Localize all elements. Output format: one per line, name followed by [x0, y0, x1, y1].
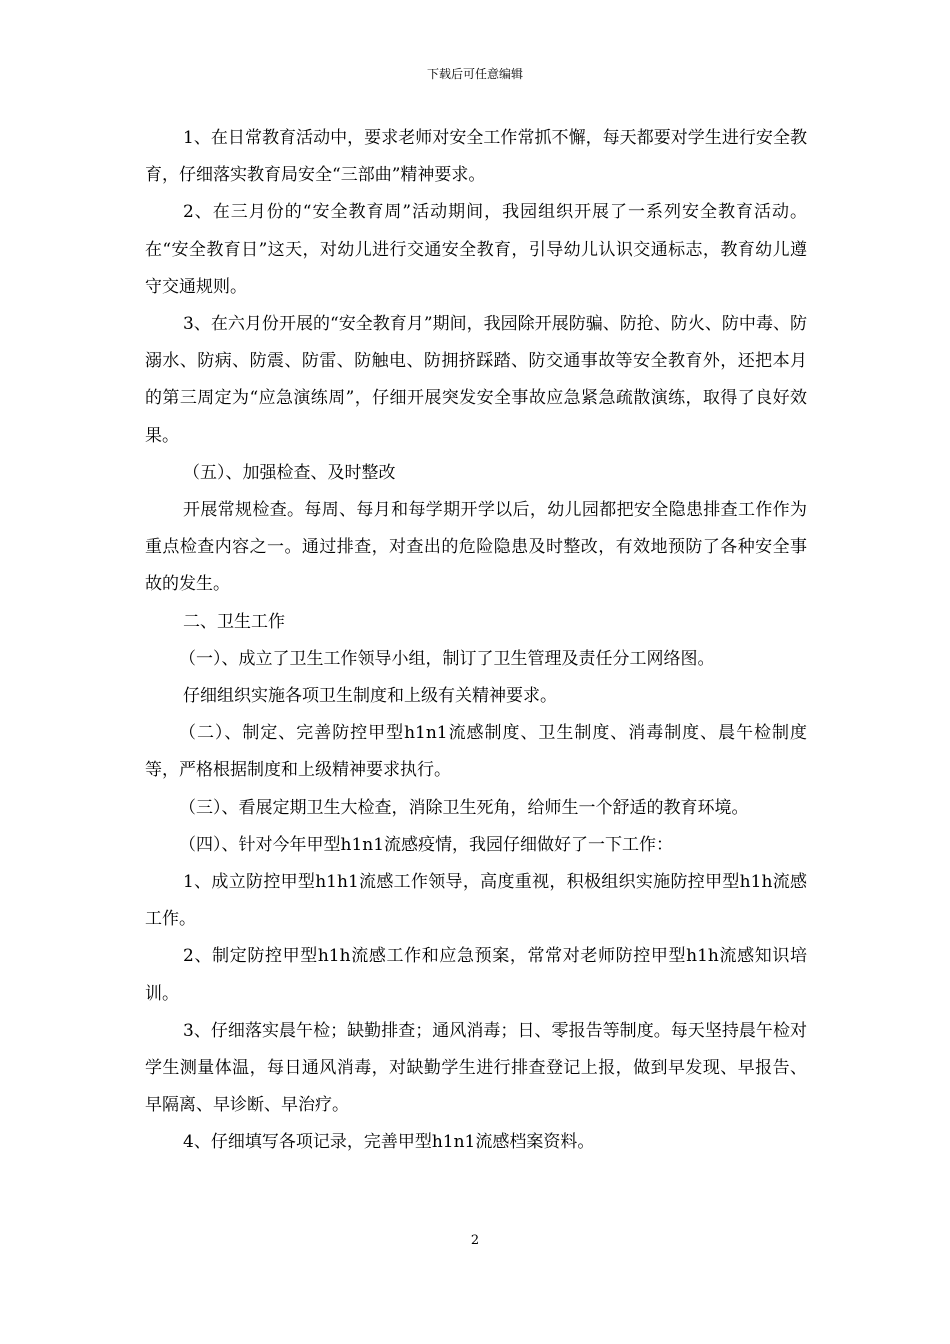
section-heading-5: （五）、加强检查、及时整改	[183, 462, 396, 483]
list-item-4: 4、仔细填写各项记录，完善甲型h1n1流感档案资料。	[183, 1132, 595, 1153]
list-item-1: 1、成立防控甲型h1h1流感工作领导，高度重视，积极组织实施防控甲型h1h流感工作。	[145, 872, 807, 930]
subsection-4: （四）、针对今年甲型h1n1流感疫情，我园仔细做好了一下工作：	[179, 834, 674, 855]
paragraph-1: 1、在日常教育活动中，要求老师对安全工作常抓不懈，每天都要对学生进行安全教育，仔细落实教育局安全“三部曲”精神要求。	[145, 128, 807, 186]
paragraph-3: 3、在六月份开展的“安全教育月”期间，我园除开展防骗、防抢、防火、防中毒、防溺水、防病、防震、防雷、防触电、防拥挤踩踏、防交通事故等安全教育外，还把本月的第三周定为“应急演练周”，仔细开展突发安全事故应急紧急疏散演练，取得了良好效果。	[145, 314, 807, 446]
paragraph-4: 开展常规检查。每周、每月和每学期开学以后，幼儿园都把安全隐患排查工作作为重点检查内容之一。通过排查，对查出的危险隐患及时整改，有效地预防了各种安全事故的发生。	[145, 500, 807, 595]
paragraph-2: 2、在三月份的“安全教育周”活动期间，我园组织开展了一系列安全教育活动。在“安全教育日”这天，对幼儿进行交通安全教育，引导幼儿认识交通标志，教育幼儿遵守交通规则。	[145, 202, 807, 297]
section-heading-hygiene: 二、卫生工作	[183, 611, 285, 632]
page-header-note: 下载后可任意编辑	[426, 67, 523, 81]
list-item-2: 2、制定防控甲型h1h流感工作和应急预案，常常对老师防控甲型h1h流感知识培训。	[145, 946, 807, 1004]
list-item-3: 3、仔细落实晨午检；缺勤排查；通风消毒；日、零报告等制度。每天坚持晨午检对学生测量体温，每日通风消毒，对缺勤学生进行排查登记上报，做到早发现、早报告、早隔离、早诊断、早治疗。	[145, 1020, 807, 1116]
subsection-2: （二）、制定、完善防控甲型h1n1流感制度、卫生制度、消毒制度、晨午检制度等，严格根据制度和上级精神要求执行。	[145, 723, 807, 781]
subsection-1: （一）、成立了卫生工作领导小组，制订了卫生管理及责任分工网络图。	[179, 648, 715, 669]
subsection-3: （三）、看展定期卫生大检查，消除卫生死角，给师生一个舒适的教育环境。	[179, 797, 749, 818]
page-number: 2	[470, 1233, 480, 1248]
paragraph-5: 仔细组织实施各项卫生制度和上级有关精神要求。	[183, 686, 557, 707]
document-body	[145, 120, 807, 1162]
